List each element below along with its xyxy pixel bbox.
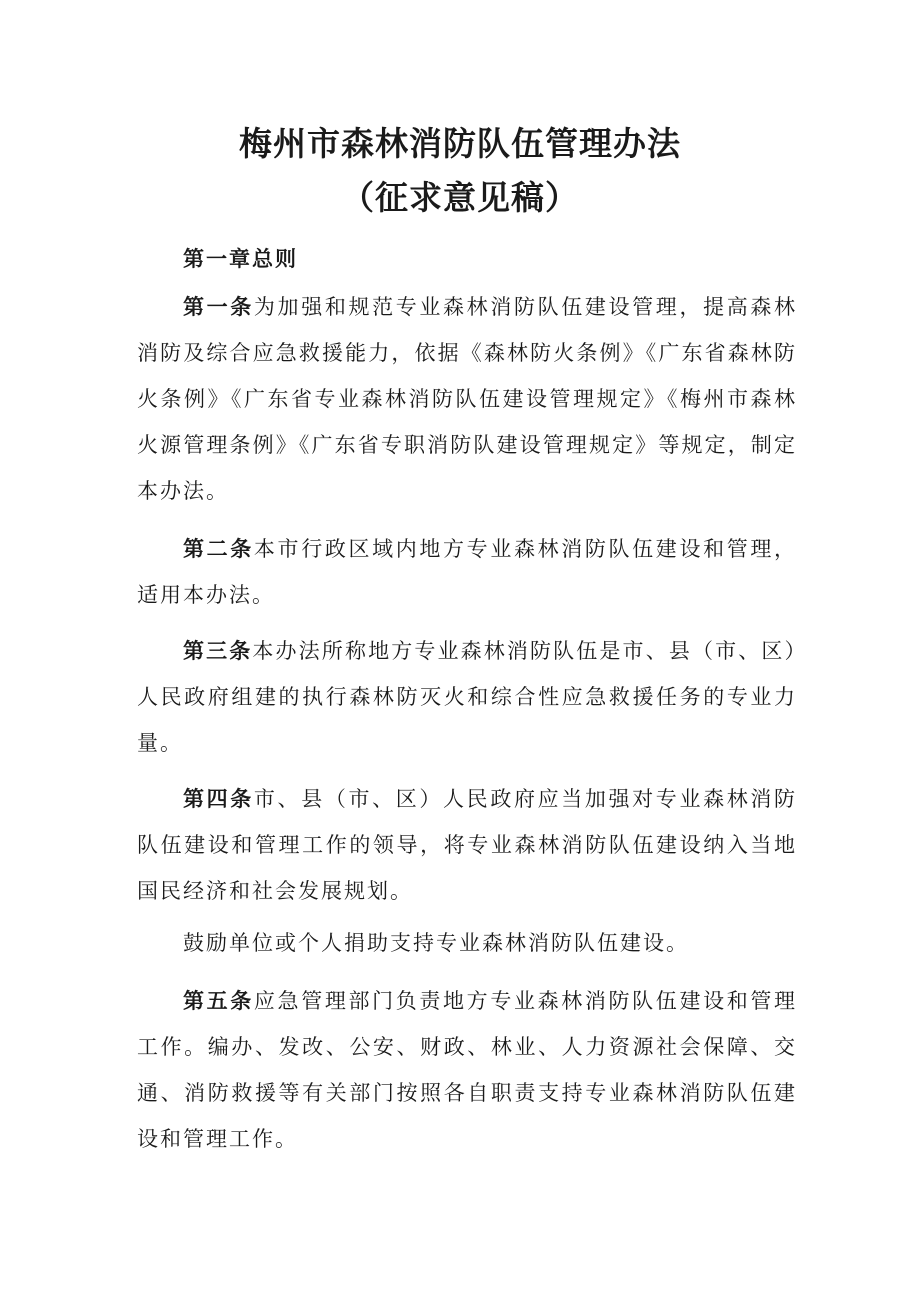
article-label: 第二条 [183, 537, 254, 561]
article-text: 本市行政区域内地方专业森林消防队伍建设和管理，适用本办法。 [137, 537, 797, 607]
article-text: 为加强和规范专业森林消防队伍建设管理，提高森林消防及综合应急救援能力，依据《森林防火条例》《广东省森林防火条例》《广东省专业森林消防队伍建设管理规定》《梅州市森林火源管理条例》《广东省专职消防队建设管理规定》等规定，制定本办法。 [137, 295, 797, 503]
article-label: 第一条 [183, 295, 254, 319]
article-label: 第五条 [183, 989, 254, 1013]
document-subtitle: （征求意见稿） [341, 178, 579, 217]
document-title: 梅州市森林消防队伍管理办法 [239, 124, 681, 163]
article-text: 市、县（市、区）人民政府应当加强对专业森林消防队伍建设和管理工作的领导，将专业森林消防队伍建设纳入当地国民经济和社会发展规划。 [137, 787, 797, 903]
article-5 [137, 978, 797, 1162]
article-1 [137, 284, 797, 514]
article-4 [137, 776, 797, 914]
article-4-paragraph-2 [137, 920, 797, 966]
chapter-title: 第一章总则 [183, 247, 298, 271]
article-text: 鼓励单位或个人捐助支持专业森林消防队伍建设。 [183, 931, 689, 955]
article-3 [137, 628, 797, 766]
article-text: 应急管理部门负责地方专业森林消防队伍建设和管理工作。编办、发改、公安、财政、林业、人力资源社会保障、交通、消防救援等有关部门按照各自职责支持专业森林消防队伍建设和管理工作。 [137, 989, 797, 1151]
article-label: 第三条 [183, 639, 253, 663]
article-label: 第四条 [183, 787, 254, 811]
article-text: 本办法所称地方专业森林消防队伍是市、县（市、区）人民政府组建的执行森林防灭火和综合性应急救援任务的专业力量。 [137, 639, 798, 755]
article-2 [137, 526, 797, 618]
chapter-heading [137, 236, 797, 282]
